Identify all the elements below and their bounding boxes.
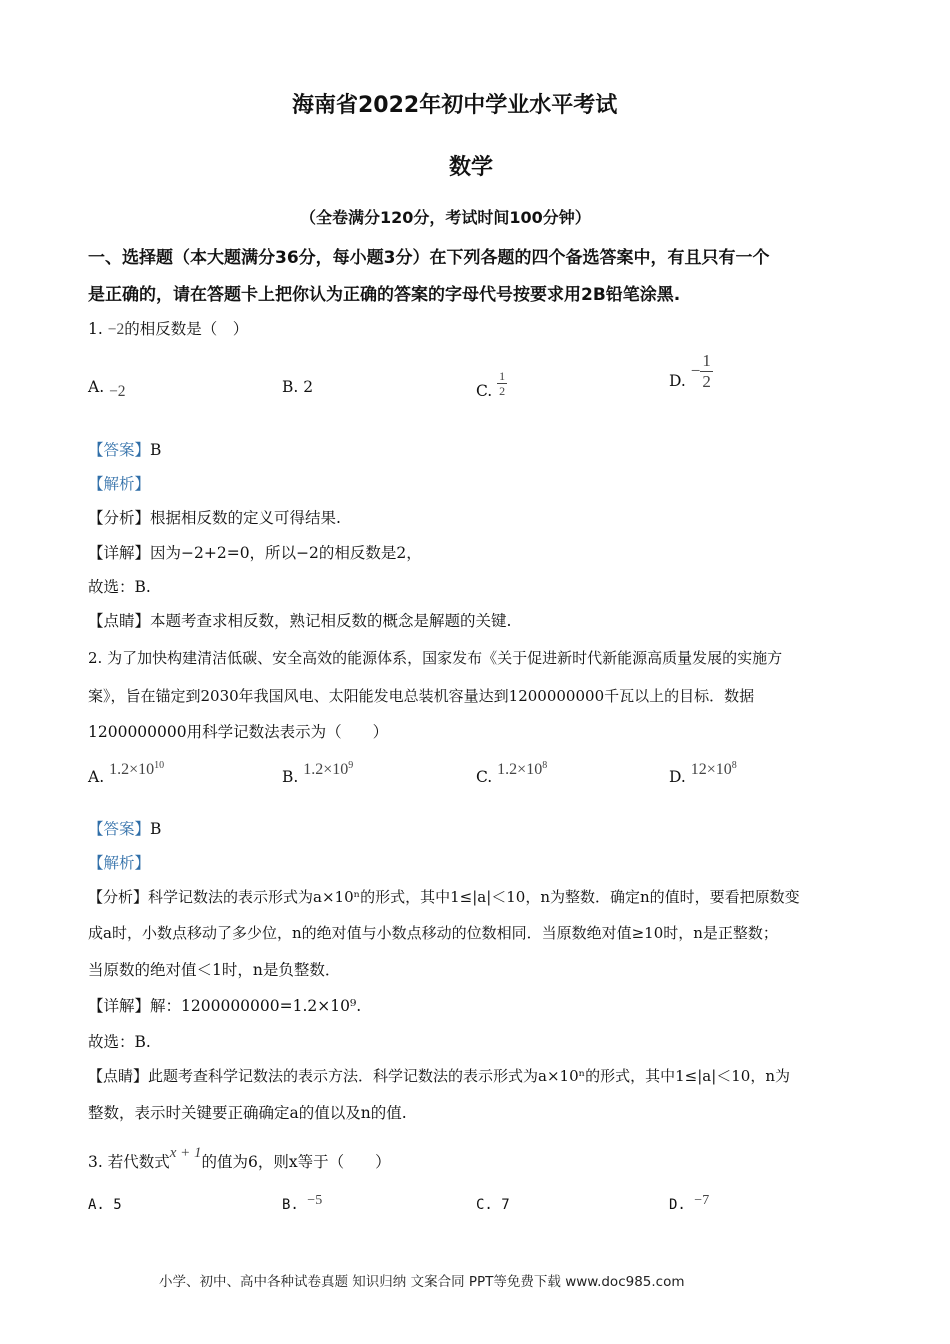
q3-option-a: A. 5 [88,1197,122,1213]
q1-math: −2 [107,321,125,338]
q1-stem [88,317,248,339]
q2-xiangjie: 【详解】解：1200000000=1.2×10⁹. [88,997,362,1015]
q2-option-d: D. $12\times 10^8$ [669,760,737,787]
page-footer: 小学、初中、高中各种试卷真题 知识归纳 文案合同 PPT等免费下载 www.doc985.com [159,1274,685,1290]
subject-title: 数学 [449,155,494,180]
q1-option-c-fraction: $\frac{1}{2}$ [499,369,506,399]
q2-dianjing-line1: 【点睛】此题考查科学记数法的表示方法．科学记数法的表示形式为a×10ⁿ的形式，其中1≤|a|＜10，n为 [88,1067,791,1085]
q2-dianjing-line2: 整数，表示时关键要正确确定a的值以及n的值. [88,1104,407,1122]
q1-option-d-fraction: $\frac{1}{2}$ [702,351,711,391]
q3-option-d: D. −7 [669,1193,710,1213]
q3-stem: 3. 若代数式x + 1的值为6，则x等于（ ） [88,1145,391,1171]
q1-option-a-math: −2 [109,383,126,400]
q1-dianjing: 【点睛】本题考查求相反数，熟记相反数的概念是解题的关键. [88,612,512,630]
q2-option-c: C. $1.2\times 10^8$ [476,760,548,787]
q2-analysis-label: 【解析】 [88,854,151,872]
q2-fenxi-line2: 成a时，小数点移动了多少位，n的绝对值与小数点移动的位数相同．当原数绝对值≥10时，n是正整数； [88,924,778,942]
section-instructions-line1: 一、选择题（本大题满分36分，每小题3分）在下列各题的四个备选答案中，有且只有一个 [88,248,770,268]
q1-option-c: C. $\frac{1}{2}$ [476,369,506,401]
q1-option-b: B. 2 [282,378,314,396]
q1-option-a: A. −2 [88,378,126,400]
q1-fenxi: 【分析】根据相反数的定义可得结果. [88,509,341,527]
q2-stem-line2: 案》，旨在锚定到2030年我国风电、太阳能发电总装机容量达到1200000000千瓦以上的目标．数据 [88,687,755,705]
q2-option-a: A. $1.2\times 10^{10}$ [88,760,165,787]
q2-guxuan: 故选：B. [88,1033,151,1051]
q1-answer: 【答案】B [88,441,162,459]
q1-text: 的相反数是（ ） [124,320,249,338]
q2-stem-line3: 1200000000用科学记数法表示为（ ） [88,723,389,741]
q1-guxuan: 故选：B. [88,578,151,596]
q1-analysis-label: 【解析】 [88,475,151,493]
q2-fenxi-line1: 【分析】科学记数法的表示形式为a×10ⁿ的形式，其中1≤|a|＜10，n为整数．确定n的值时，要看把原数变 [88,888,800,906]
q3-option-c: C. 7 [476,1197,510,1213]
q2-option-b: B. $1.2\times 10^9$ [282,760,354,787]
q3-expression: x + 1 [169,1145,202,1161]
q1-option-d: D. − $\frac{1}{2}$ [669,351,711,391]
q3-option-b: B. −5 [282,1193,323,1213]
section-instructions-line2: 是正确的，请在答题卡上把你认为正确的答案的字母代号按要求用2B铅笔涂黑. [88,285,681,305]
q1-xiangjie: 【详解】因为−2+2=0，所以−2的相反数是2， [88,544,422,562]
exam-info: （全卷满分120分，考试时间100分钟） [300,208,591,227]
q1-number: 1. [88,320,108,338]
q2-fenxi-line3: 当原数的绝对值＜1时，n是负整数． [88,961,341,979]
page-title: 海南省2022年初中学业水平考试 [292,93,618,118]
q2-answer: 【答案】B [88,820,162,838]
q2-stem-line1: 2. 为了加快构建清洁低碳、安全高效的能源体系，国家发布《关于促进新时代新能源高质量发展的实施方 [88,649,783,667]
